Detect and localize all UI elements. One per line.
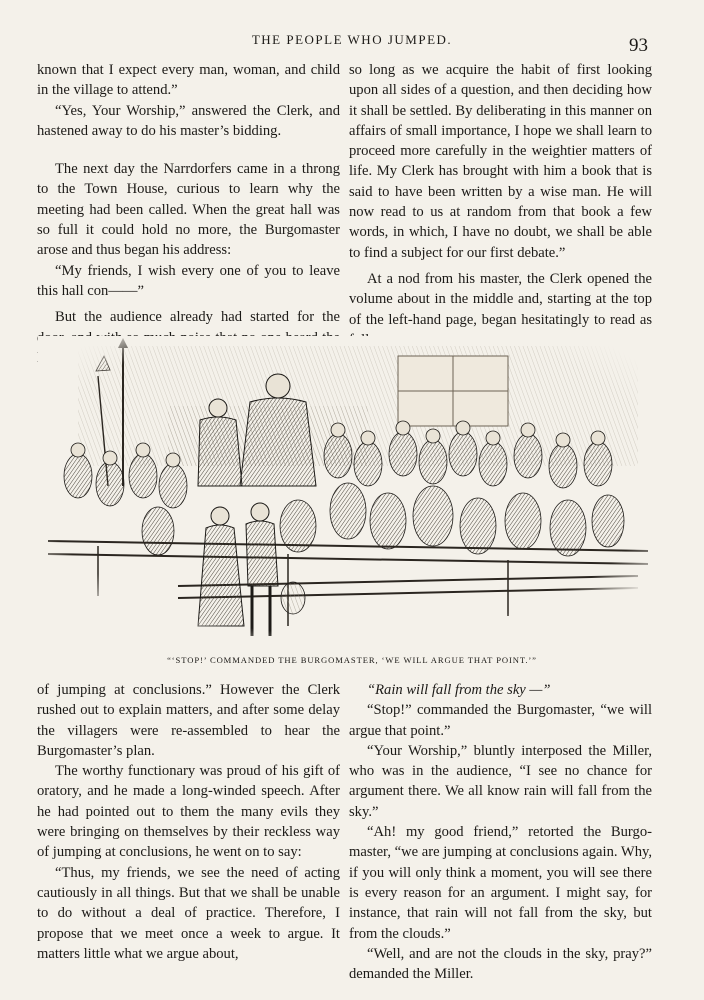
paragraph: of jumping at conclusions.” However the Clerk rushed out to explain matters, and after some delay the villagers were re-assembled to hear the Burgomaster’s plan. xyxy=(37,682,340,759)
text-column-bottom-left xyxy=(37,680,340,964)
italic-quote: “Rain will fall from the sky —” xyxy=(367,682,551,698)
running-title: THE PEOPLE WHO JUMPED. xyxy=(251,32,453,47)
paragraph: “Stop!” commanded the Burgomaster, “we will argue that point.” xyxy=(349,702,652,739)
paragraph: “Your Worship,” bluntly interposed the Miller, who was in the audience, “I see no chance for argument there. We all know rain will fall from the sky.” xyxy=(349,742,652,820)
paragraph-italic-quote xyxy=(349,680,652,700)
paragraph: At a nod from his master, the Clerk opened the volume about in the middle and, starting at the top of the left-hand page, began hesitatingly to read as xyxy=(349,270,652,328)
engraving-illustration xyxy=(38,336,656,648)
paragraph: The next day the Narrdorfers came in a throng to the Town House, curious to learn why the meeting had been called. When the great hall was so full it could hold no more, the Burgomaster arose and thus began his address: xyxy=(37,161,340,259)
paragraph: “Well, and are not the clouds in the sky, pray?” demanded the Miller. xyxy=(349,945,652,983)
paragraph: “Ah! my good friend,” retorted the Burgomaster, “we are jumping at conclusions again. Why, if you will only think a moment, you will see there is every reason for an argument. I might say, for instance, that rain will not fall from the sky, but from the clouds.” xyxy=(349,824,652,942)
text-column-bottom-right xyxy=(349,680,652,984)
illustration-caption: “‘STOP!’ COMMANDED THE BURGOMASTER, ‘WE WILL ARGUE THAT POINT.’” xyxy=(167,655,537,665)
text-column-top-left xyxy=(37,60,340,368)
paragraph: But the audience already had started for the xyxy=(55,309,340,326)
paragraph: “Thus, my friends, we see the need of acting cautiously in all things. But that we shall be unable to do without a deal of practice. Therefore, I propose that we meet once a week to argue. It matters little what we argue about, xyxy=(37,864,340,962)
paragraph: “My friends, I wish every one of you to leave this hall con——” xyxy=(37,262,340,299)
paragraph: known that I expect every man, woman, and child in the village to attend.” xyxy=(37,62,340,99)
text-column-top-right xyxy=(349,60,652,350)
paragraph: so long as we acquire the habit of first looking upon all sides of a question, and then deciding how it shall be settled. By deliberating in this manner on affairs of small importance, I hope we shall learn to proceed more carefully in the weightier matters of life. My Clerk has brought with him a book that is said to have been written by a wise man. He will now read to us at random from that book a few words, in which, I have no doubt, we shall be able to find a subject for our first debate.” xyxy=(349,62,652,261)
paragraph: “Yes, Your Worship,” answered the Clerk, and hastened away to do his master’s bidding. xyxy=(37,102,340,139)
page-number: 93 xyxy=(629,35,648,56)
paragraph: The worthy functionary was proud of his gift of oratory, and he made a long-winded speech. After he had pointed out to them the many evils they were bringing on themselves by their reckless way of jumping at conclusions, he went on to say: xyxy=(37,763,340,861)
